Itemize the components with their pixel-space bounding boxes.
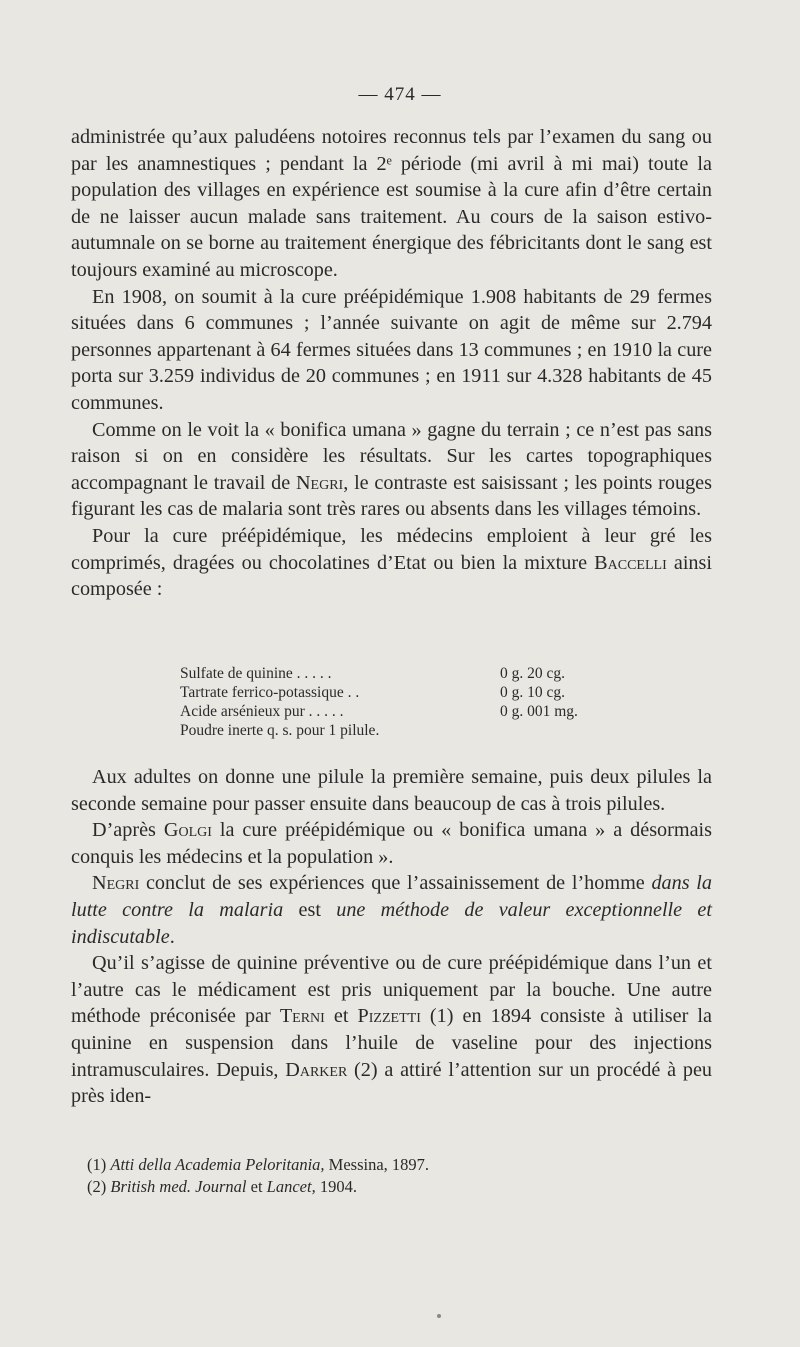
recipe-table [180, 664, 650, 740]
paragraph-5: Aux adultes on donne une pilule la première semaine, puis deux pilules la seconde semaine pour passer ensuite dans beaucoup de cas à trois pilules. [71, 766, 712, 815]
footnotes [87, 1154, 707, 1198]
paragraph-3: Comme on le voit la « bonifica umana » gagne du terrain ; ce n’est pas sans raison si on en considère les résultats. Sur les cartes topographiques accompagnant le travail de Negri, le contraste est saisissant ; les points rouges figurant les cas de malaria sont très rares ou absents dans les villages témoins. [71, 418, 712, 521]
author-name: Negri [295, 471, 344, 494]
paragraph-4: Pour la cure préépidémique, les médecins emploient à leur gré les comprimés, dragées ou chocolatines d’Etat ou bien la mixture Baccelli ainsi composée : [71, 524, 712, 601]
page-number: — 474 — [358, 84, 442, 105]
recipe-row: Tartrate ferrico-potassique . . 0 g. 10 cg. [180, 684, 566, 701]
paragraph-8: Qu’il s’agisse de quinine préventive ou de cure préépidémique dans l’un et l’autre cas le médicament est pris uniquement par la bouche. Une autre méthode préconisée par Terni et Pizzetti (1) en 1894 consiste à utiliser la quinine en suspension dans l’huile de vaseline pour des injections intramusculaires. Depuis, Darker (2) a attiré l’attention sur un procédé à peu près iden- [71, 952, 712, 1108]
author-name: Pizzetti [357, 1005, 421, 1028]
footnote-2: (2) British med. Journal et Lancet, 1904. [87, 1177, 357, 1196]
body-text-bottom [71, 764, 712, 1110]
recipe-row: Poudre inerte q. s. pour 1 pilule. [180, 722, 380, 739]
paragraph-7: Negri conclut de ses expériences que l’assainissement de l’homme dans la lutte contre la malaria est une méthode de valeur exceptionnelle et indiscutable. [71, 872, 712, 948]
paragraph-1: administrée qu’aux paludéens notoires reconnus tels par l’examen du sang ou par les anamnestiques ; pendant la 2ᵉ période (mi avril à mi mai) toute la population des villages en expérience est soumise à la cure afin d’être certain de ne laisser aucun malade sans traitement. Au cours de la saison estivo-autumnale on se borne au traitement énergique des fébricitants dont le sang est toujours examiné au microscope. [71, 126, 712, 281]
author-name: Darker [285, 1058, 348, 1081]
paragraph-6: D’après Golgi la cure préépidémique ou « bonifica umana » a désormais conquis les médecins et la population ». [71, 819, 712, 868]
footnote-1: (1) Atti della Academia Peloritania, Messina, 1897. [87, 1155, 430, 1174]
paragraph-2: En 1908, on soumit à la cure préépidémique 1.908 habitants de 29 fermes situées dans 6 communes ; l’année suivante on agit de même sur 2.794 personnes appartenant à 64 fermes situées dans 13 communes ; en 1910 la cure porta sur 3.259 individus de 20 communes ; en 1911 sur 4.328 habitants de 45 communes. [71, 285, 712, 414]
author-name: Baccelli [594, 551, 667, 574]
body-text-top [71, 124, 712, 603]
author-name: Terni [279, 1005, 325, 1028]
recipe-row: Sulfate de quinine . . . . . 0 g. 20 cg. [180, 665, 566, 682]
recipe-row: Acide arsénieux pur . . . . . 0 g. 001 mg. [180, 703, 578, 720]
author-name: Negri [92, 872, 140, 895]
author-name: Golgi [163, 819, 212, 842]
paper-speck [437, 1314, 441, 1318]
